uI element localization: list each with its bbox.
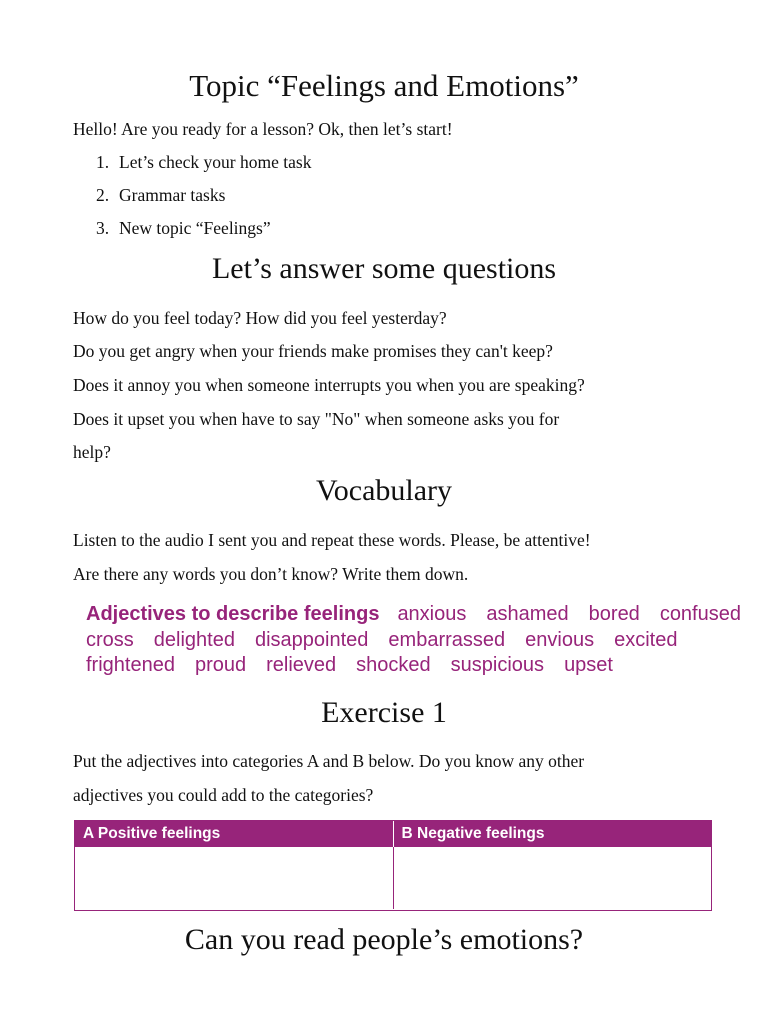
- intro-text: Hello! Are you ready for a lesson? Ok, then let’s start!: [73, 119, 453, 139]
- page-title: Topic “Feelings and Emotions”: [189, 68, 579, 103]
- vocabulary-row: [86, 602, 746, 628]
- vocabulary-word: upset: [564, 654, 613, 676]
- vocabulary-word: suspicious: [450, 654, 545, 676]
- vocabulary-word: ashamed: [486, 603, 569, 625]
- vocabulary-word: delighted: [153, 628, 235, 651]
- vocabulary-word: disappointed: [254, 628, 369, 651]
- negative-feelings-header: B Negative feelings: [393, 821, 712, 847]
- plan-item-2: [96, 185, 225, 206]
- plan-item-text: Let’s check your home task: [119, 152, 312, 172]
- questions-heading: Let’s answer some questions: [211, 252, 557, 285]
- plan-item-number: 3.: [96, 218, 110, 238]
- vocabulary-word: cross: [86, 628, 134, 651]
- question-line: How do you feel today? How did you feel yesterday?: [73, 308, 447, 328]
- question-line: Does it annoy you when someone interrupts you when you are speaking?: [73, 375, 585, 395]
- vocabulary-word: bored: [588, 603, 640, 625]
- negative-feelings-cell: [393, 847, 712, 909]
- plan-item-1: [96, 152, 311, 173]
- vocabulary-word: envious: [525, 628, 595, 651]
- vocabulary-word: embarrassed: [388, 628, 506, 651]
- categories-table: [74, 820, 712, 911]
- vocabulary-word: confused: [659, 603, 741, 625]
- plan-item-number: 2.: [96, 185, 110, 205]
- plan-item-3: [96, 218, 271, 239]
- question-line: Does it upset you when have to say "No" when someone asks you for: [73, 409, 560, 429]
- vocabulary-box: [86, 602, 746, 679]
- vocabulary-word: excited: [614, 628, 678, 651]
- question-line: help?: [73, 442, 111, 462]
- vocabulary-word: proud: [194, 654, 247, 676]
- vocabulary-word: relieved: [266, 654, 337, 676]
- vocabulary-word: shocked: [356, 654, 431, 676]
- question-line: Do you get angry when your friends make promises they can't keep?: [73, 341, 553, 361]
- exercise-1-heading: Exercise 1: [321, 696, 447, 729]
- vocabulary-instruction: Listen to the audio I sent you and repeat these words. Please, be attentive!: [73, 530, 591, 550]
- positive-feelings-header: A Positive feelings: [83, 825, 221, 842]
- plan-item-number: 1.: [96, 152, 110, 172]
- plan-item-text: Grammar tasks: [119, 185, 226, 205]
- categories-table-body: [75, 847, 711, 909]
- positive-feelings-cell: [75, 847, 393, 909]
- categories-table-header: [75, 821, 711, 847]
- plan-item-text: New topic “Feelings”: [119, 218, 271, 238]
- vocabulary-row: [86, 653, 746, 679]
- exercise-instruction: Put the adjectives into categories A and B below. Do you know any other: [73, 751, 585, 771]
- vocabulary-word: frightened: [86, 654, 175, 676]
- vocabulary-row: [86, 628, 746, 654]
- vocabulary-word: anxious: [397, 603, 467, 625]
- vocabulary-instruction: Are there any words you don’t know? Write them down.: [73, 564, 469, 584]
- vocabulary-heading: Vocabulary: [315, 474, 453, 507]
- closing-heading: Can you read people’s emotions?: [184, 923, 584, 956]
- vocabulary-box-heading: Adjectives to describe feelings: [86, 603, 380, 625]
- exercise-instruction: adjectives you could add to the categories?: [73, 785, 374, 805]
